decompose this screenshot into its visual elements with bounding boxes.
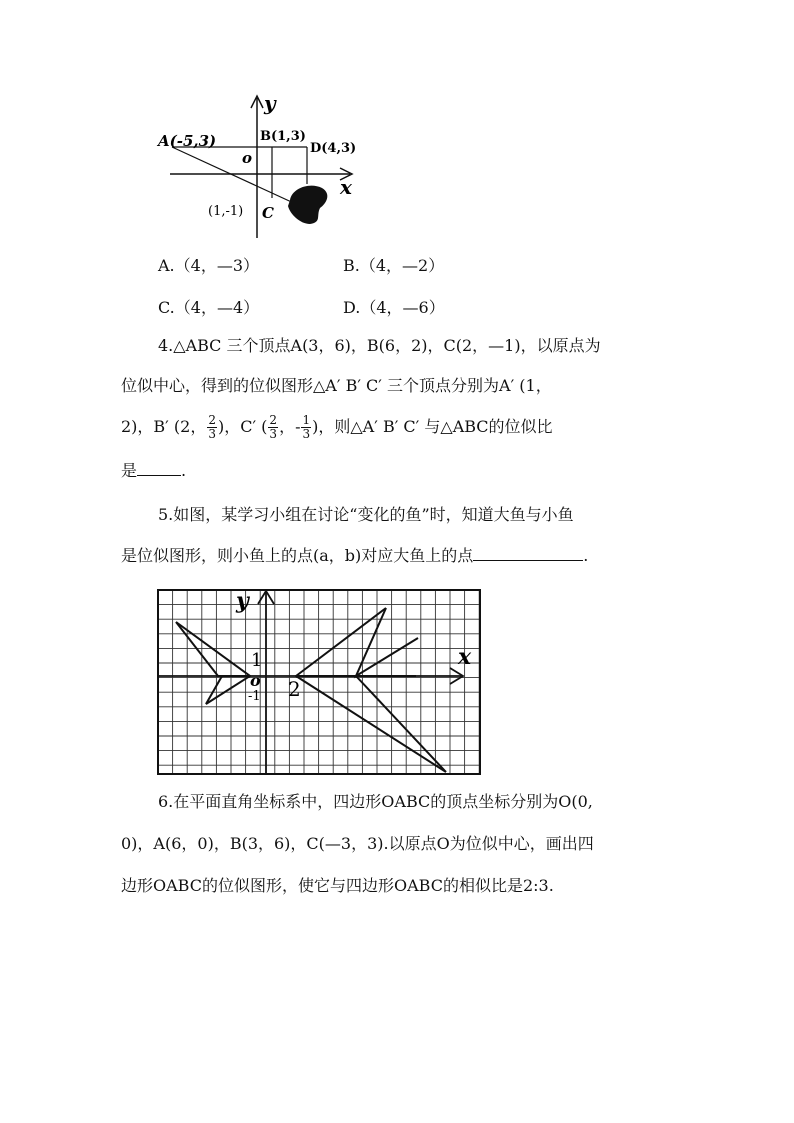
coordinate-figure-1 — [150, 88, 370, 240]
option-a: A.（4，—3） — [158, 256, 260, 275]
answer-blank[interactable] — [473, 546, 583, 561]
axis-x-label: x — [458, 644, 472, 670]
fraction-one-third: $\frac{1}{3}$ — [302, 413, 311, 441]
fish-grid-figure — [156, 588, 482, 776]
label-d: D(4,3) — [310, 141, 357, 156]
axis-x-label: x — [340, 175, 352, 199]
axis-y-label: y — [236, 588, 249, 614]
label-one: 1 — [251, 650, 263, 671]
q6-line-3: 边形OABC的位似图形，使它与四边形OABC的相似比是2:3. — [121, 876, 554, 895]
q5-line-1: 5.如图，某学习小组在讨论“变化的鱼”时，知道大鱼与小鱼 — [158, 505, 574, 524]
fraction-two-thirds: $\frac{2}{3}$ — [208, 413, 216, 441]
grid-lines — [158, 590, 480, 774]
fraction-two-thirds: $\frac{2}{3}$ — [269, 413, 278, 441]
label-two: 2 — [288, 677, 301, 701]
label-origin: o — [242, 149, 253, 167]
q6-line-2: 0)，A(6，0)，B(3，6)，C(—3，3).以原点O为位似中心，画出四 — [121, 834, 594, 853]
option-b: B.（4，—2） — [343, 256, 445, 275]
answer-blank[interactable] — [137, 461, 181, 476]
label-neg-one: -1 — [248, 689, 261, 704]
q4-line-1: 4.△ABC 三个顶点A(3，6)，B(6，2)，C(2，—1)，以原点为 — [158, 336, 601, 355]
label-c: C — [262, 204, 274, 222]
option-c: C.（4，—4） — [158, 298, 260, 317]
label-b: B(1,3) — [260, 129, 306, 144]
q4-line-3: 2)，B′ (2， $\frac{2}{3}$ )，C′ ( $\frac{2}{3}$ ，- $\frac{1}{3}$ )，则△A′ B′ C′ 与△ABC的位似比 — [121, 413, 553, 441]
q5-line-2: 是位似图形，则小鱼上的点(a，b)对应大鱼上的点 . — [121, 546, 589, 565]
q4-line-4: 是 . — [121, 461, 187, 480]
q4-line-2: 位似中心，得到的位似图形△A′ B′ C′ 三个顶点分别为A′ (1， — [121, 376, 552, 395]
label-origin: o — [250, 671, 261, 690]
q6-line-1: 6.在平面直角坐标系中，四边形OABC的顶点坐标分别为O(0, — [158, 792, 593, 811]
label-a: A(-5,3) — [158, 132, 217, 150]
axis-y-label: y — [264, 91, 276, 115]
label-c-coord: (1,-1) — [208, 204, 244, 219]
option-d: D.（4，—6） — [343, 298, 445, 317]
